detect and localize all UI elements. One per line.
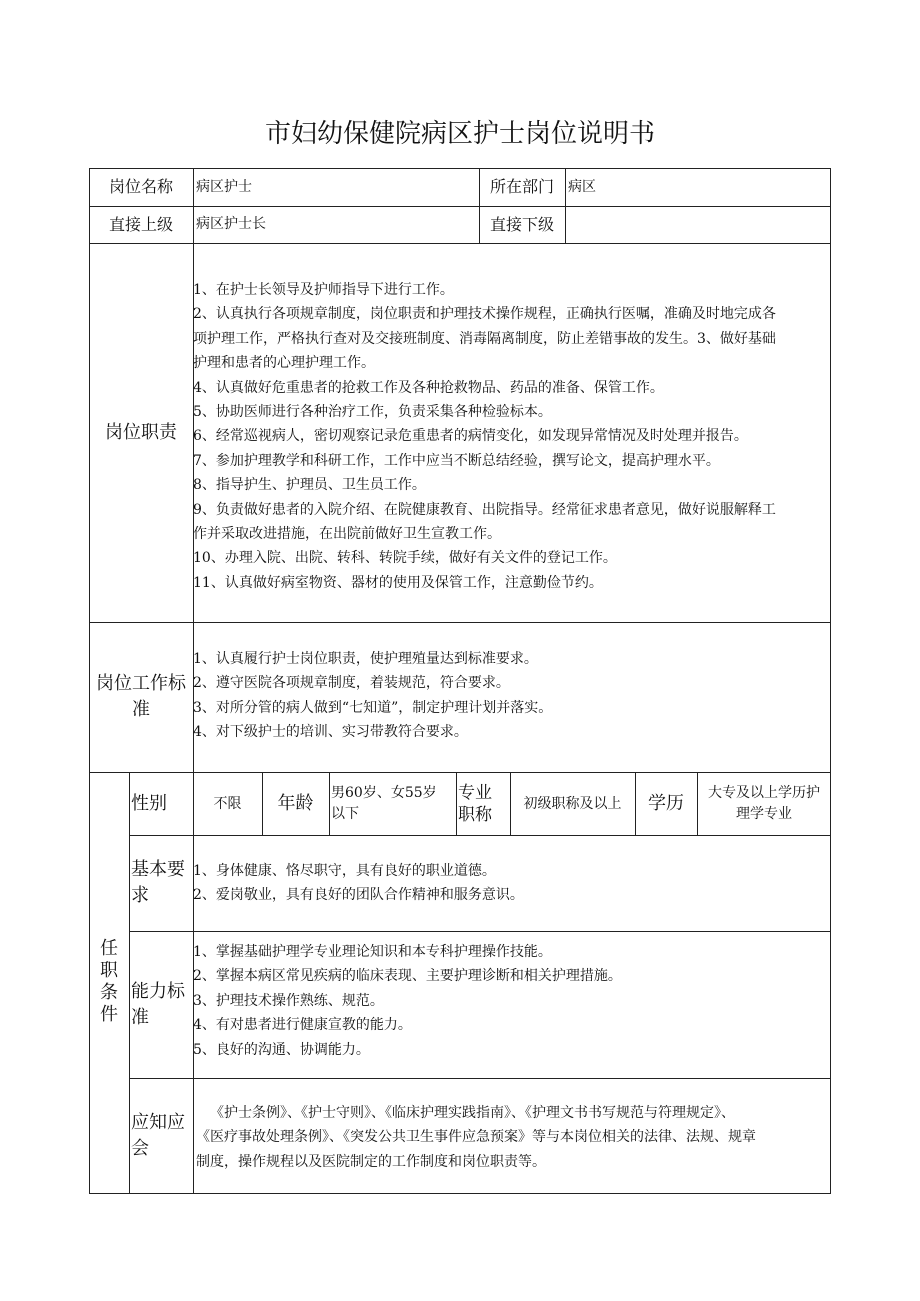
duty-line: 7、参加护理教学和科研工作，工作中应当不断总结经验，撰写论文，提高护理水平。: [193, 452, 720, 469]
basic-line: 2、爱岗敬业，具有良好的团队合作精神和服务意识。: [193, 887, 524, 904]
knowledge-label-line: 会: [131, 1138, 149, 1159]
department-label: 所在部门: [489, 177, 554, 196]
basic-requirements-text: [193, 859, 823, 908]
row-divider: [89, 243, 831, 244]
qualifications-label-char: 件: [100, 1004, 118, 1025]
ability-line: 1、掌握基础护理学专业理论知识和本专科护理操作技能。: [193, 944, 552, 960]
knowledge-line: 制度，操作规程以及医院制定的工作制度和岗位职责等。: [196, 1153, 546, 1170]
education-value-line: 大专及以上学历护: [708, 784, 820, 801]
qualifications-label-char: 任: [100, 938, 118, 959]
ability-line: 5、良好的沟通、协调能力。: [193, 1041, 370, 1058]
duty-line: 4、认真做好危重患者的抢救工作及各种抢救物品、药品的准备、保管工作。: [193, 379, 664, 396]
age-value-line: 以下: [331, 806, 359, 822]
duty-line: 护理和患者的心理护理工作。: [193, 355, 375, 372]
duty-line: 5、协助医师进行各种治疗工作，负责采集各种检验标本。: [193, 404, 552, 421]
ability-label-line: 能力标: [131, 980, 185, 1002]
basic-label-line: 基本要: [131, 859, 185, 880]
duty-line: 11、认真做好病室物资、器材的使用及保管工作，注意勤俭节约。: [193, 574, 603, 591]
standard-line: 3、对所分管的病人做到“七知道”，制定护理计划并落实。: [193, 699, 553, 716]
knowledge-line: 《医疗事故处理条例》、《突发公共卫生事件应急预案》等与本岗位相关的法律、法规、规章: [196, 1129, 756, 1146]
standards-label-line: 岗位工作标: [96, 673, 186, 694]
gender-value: 不限: [213, 795, 242, 812]
duty-line: 1、在护士长领导及护师指导下进行工作。: [193, 282, 454, 298]
duty-line: 2、认真执行各项规章制度，岗位职责和护理技术操作规程，正确执行医嘱，准确及时地完成各: [193, 306, 776, 323]
position-name-value: 病区护士: [196, 179, 252, 195]
ability-standards-text: [193, 940, 823, 1062]
standard-line: 4、对下级护士的培训、实习带教符合要求。: [193, 724, 468, 741]
education-value: [697, 772, 831, 835]
education-value-line: 理学专业: [736, 805, 792, 822]
row-divider: [89, 622, 831, 623]
age-label: 年龄: [277, 792, 314, 814]
duty-line: 8、指导护生、护理员、卫生员工作。: [193, 477, 426, 494]
subordinate-label: 直接下级: [489, 214, 554, 234]
document-title: 市妇幼保健院病区护士岗位说明书: [264, 119, 655, 149]
duty-line: 作并采取改进措施，在出院前做好卫生宣教工作。: [193, 526, 501, 543]
department-value: 病区: [568, 179, 596, 195]
title-label-line: 专业: [458, 782, 492, 803]
knowledge-label-line: 应知应: [131, 1112, 185, 1133]
position-name-label: 岗位名称: [108, 177, 173, 196]
age-value-line: 男60岁、女55岁: [331, 785, 437, 801]
duty-line: 9、负责做好患者的入院介绍、在院健康教育、出院指导。经常征求患者意见，做好说服解释工: [193, 501, 776, 518]
ability-line: 4、有对患者进行健康宣教的能力。: [193, 1017, 412, 1034]
title-label: [456, 772, 512, 835]
basic-requirements-label: [129, 835, 195, 931]
qualifications-label-char: 职: [100, 960, 118, 981]
col-divider: [329, 772, 330, 835]
superior-value: 病区护士长: [196, 216, 266, 232]
knowledge-label: [129, 1078, 195, 1194]
basic-line: 1、身体健康、恪尽职守，具有良好的职业道德。: [193, 863, 496, 879]
qualifications-label-char: 条: [100, 982, 118, 1003]
gender-label: 性别: [131, 792, 167, 814]
basic-label-line: 求: [131, 885, 149, 906]
duties-text: [193, 278, 833, 595]
knowledge-text: [196, 1101, 836, 1174]
knowledge-line: 《护士条例》、《护士守则》、《临床护理实践指南》、《护理文书书写规范与符理规定》、: [210, 1105, 735, 1121]
standard-line: 2、遵守医院各项规章制度，着装规范，符合要求。: [193, 675, 510, 692]
standards-label: [89, 622, 193, 772]
title-label-line: 职称: [458, 804, 492, 825]
ability-line: 3、护理技术操作熟练、规范。: [193, 992, 384, 1009]
ability-line: 2、掌握本病区常见疾病的临床表现、主要护理诊断和相关护理措施。: [193, 968, 622, 985]
ability-label-line: 准: [131, 1006, 149, 1028]
duty-line: 项护理工作，严格执行查对及交接班制度、消毒隔离制度，防止差错事故的发生。3、做好基础: [193, 330, 776, 347]
row-divider: [129, 931, 831, 932]
qualifications-label: [97, 938, 121, 1026]
superior-label: 直接上级: [108, 214, 173, 234]
col-divider: [565, 168, 566, 243]
standards-text: [193, 647, 823, 745]
row-divider: [89, 206, 831, 207]
standards-label-line: 准: [132, 699, 150, 720]
duties-label: 岗位职责: [105, 421, 177, 443]
age-value: [331, 783, 437, 825]
row-divider: [129, 835, 831, 836]
ability-standards-label: [129, 931, 195, 1078]
standard-line: 1、认真履行护士岗位职责，使护理殖量达到标准要求。: [193, 651, 538, 667]
duty-line: 6、经常巡视病人，密切观察记录危重患者的病情变化，如发现异常情况及时处理并报告。: [193, 428, 748, 445]
title-value: 初级职称及以上: [523, 795, 622, 812]
duty-line: 10、办理入院、出院、转科、转院手续，做好有关文件的登记工作。: [193, 550, 617, 567]
row-divider: [129, 1078, 831, 1079]
education-label: 学历: [648, 792, 684, 814]
